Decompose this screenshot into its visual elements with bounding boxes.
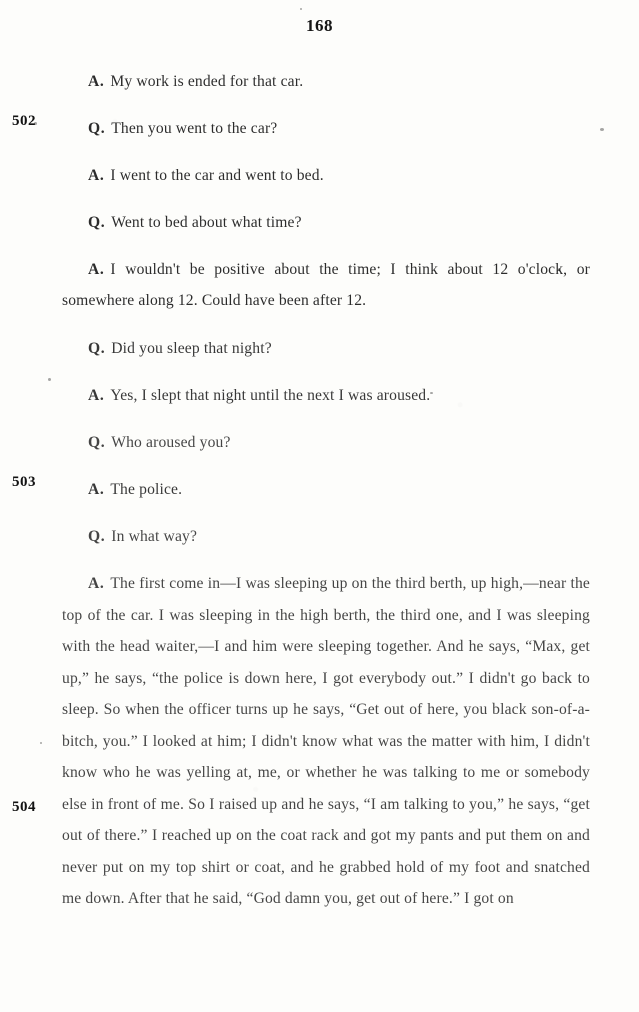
paper-speckle <box>600 128 604 131</box>
qa-text: Did you sleep that night? <box>111 339 272 357</box>
paper-speckle <box>300 8 302 10</box>
qa-block <box>12 473 590 506</box>
qa-paragraph <box>62 380 590 412</box>
qa-paragraph <box>62 427 590 459</box>
qa-block <box>62 380 590 412</box>
line-number: 502 <box>12 112 36 129</box>
qa-block-long <box>12 568 590 915</box>
qa-text: The police. <box>110 480 183 498</box>
speaker-label: Q. <box>88 527 106 545</box>
qa-block <box>62 66 590 98</box>
qa-text: Yes, I slept that night until the next I was aroused. <box>110 386 431 404</box>
qa-text: In what way? <box>111 527 198 545</box>
qa-block <box>12 112 590 145</box>
qa-paragraph <box>62 160 590 192</box>
qa-paragraph <box>62 66 590 98</box>
speaker-label: A. <box>88 480 105 498</box>
qa-block <box>62 254 590 317</box>
qa-block <box>62 207 590 239</box>
qa-paragraph <box>62 568 590 915</box>
line-number: 504 <box>12 799 36 816</box>
qa-block <box>62 160 590 192</box>
qa-text: Went to bed about what time? <box>111 213 302 231</box>
qa-text: Then you went to the car? <box>111 119 278 137</box>
speaker-label: Q. <box>88 433 106 451</box>
qa-paragraph <box>62 333 590 365</box>
paper-speckle <box>48 378 51 381</box>
speaker-label: Q. <box>88 213 106 231</box>
transcript-body <box>12 50 590 930</box>
qa-paragraph <box>62 254 590 317</box>
qa-block <box>62 427 590 459</box>
line-number: 503 <box>12 473 36 490</box>
speaker-label: A. <box>88 260 105 278</box>
qa-paragraph <box>62 113 590 145</box>
qa-text: The first come in—I was sleeping up on the third berth, up high,—near the top of the car. I was sleeping in the high berth, the third one, and I was sleeping with the head waiter,—I and him were sleeping together. And he says, “Max, get up,” he says, “the police is down here, I got everybody out.” I didn't go back to sleep. So when the officer turns up he says, “Get out of here, you black son-of-a-bitch, you.” I looked at him; I didn't know what was the matter with him, I didn't know who he was yelling at, me, or whether he was talking to me or somebody else in front of me. So I raised up and he says, “I am talking to you,” he says, “get out of there.” I reached up on the coat rack and got my pants and put them on and never put on my top shirt or coat, and he grabbed hold of my foot and snatched me down. After that he said, “God damn you, get out of here.” I got on <box>62 575 590 908</box>
speaker-label: Q. <box>88 339 106 357</box>
page-number: 168 <box>306 16 333 35</box>
qa-block <box>62 333 590 365</box>
speaker-label: A. <box>88 386 105 404</box>
speaker-label: A. <box>88 72 105 90</box>
qa-block <box>62 521 590 553</box>
qa-paragraph <box>62 207 590 239</box>
qa-text: Who aroused you? <box>111 433 231 451</box>
speaker-label: A. <box>88 166 105 184</box>
qa-paragraph <box>62 521 590 553</box>
qa-paragraph <box>62 474 590 506</box>
qa-text: I went to the car and went to bed. <box>110 166 324 184</box>
paper-speckle <box>40 742 42 744</box>
speaker-label: Q. <box>88 119 106 137</box>
qa-text: My work is ended for that car. <box>110 72 304 90</box>
speaker-label: A. <box>88 575 105 593</box>
qa-text: I wouldn't be positive about the time; I think about 12 o'clock, or somewhere along 12. Could have been after 12. <box>62 260 590 310</box>
